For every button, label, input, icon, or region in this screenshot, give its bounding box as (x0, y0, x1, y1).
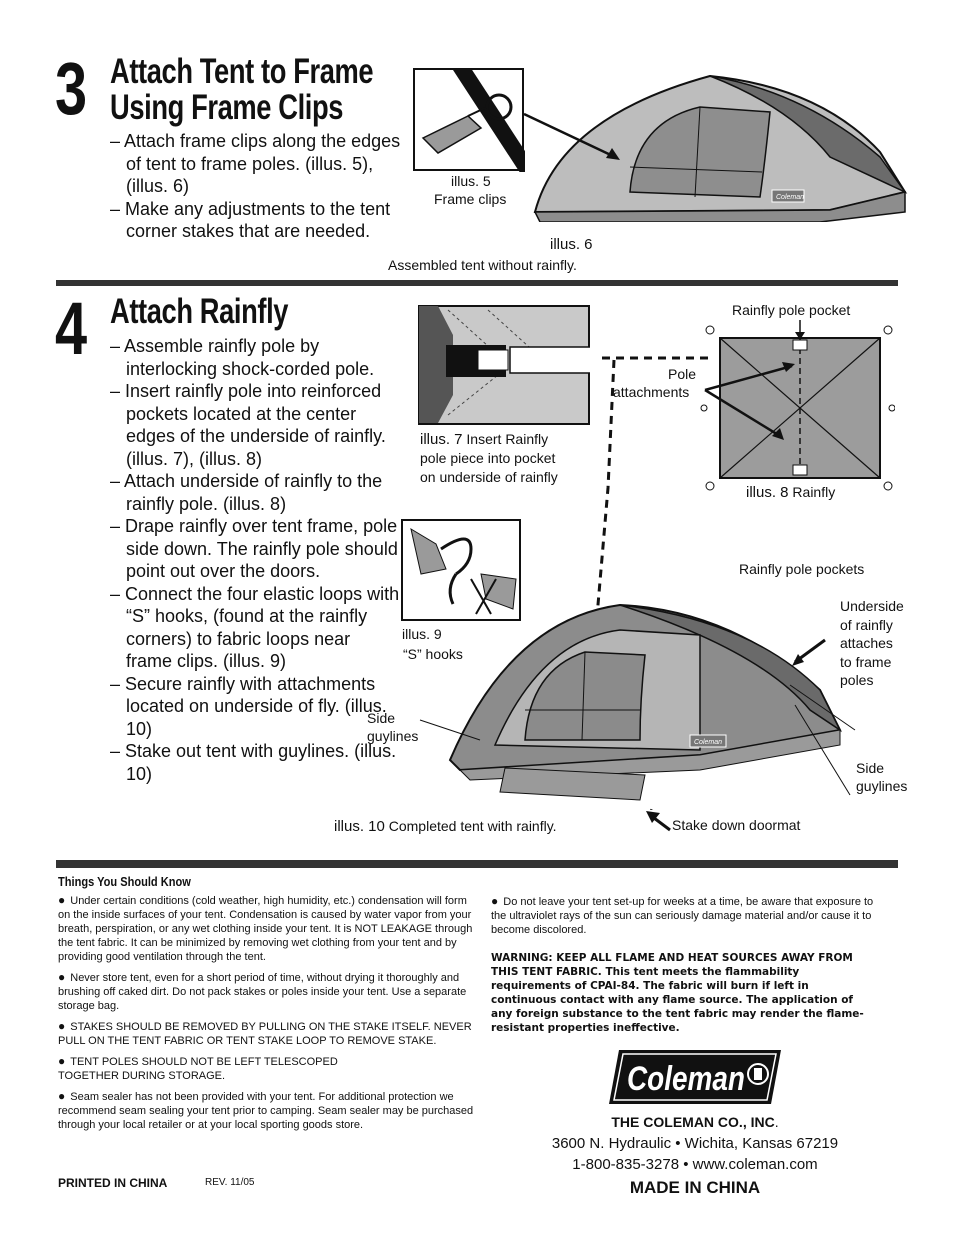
rainfly-pole-pocket-label: Rainfly pole pocket (732, 302, 851, 318)
underside-line: attaches (840, 635, 893, 651)
printed-in-china: PRINTED IN CHINA (58, 1176, 168, 1190)
side-guylines-right-label (856, 759, 907, 795)
tip-item: ● Seam sealer has not been provided with your tent. For additional protection we recommend seam sealing your tent prior to camping. Seam sealer may be purchased through your local retailer or at your local sporting goods store. (58, 1089, 478, 1132)
illus-10-completed-tent-drawing (400, 580, 860, 810)
illus-10-caption: Completed tent with rainfly. (388, 818, 557, 834)
illus-7-caption-1: Insert Rainfly (466, 431, 549, 447)
step-4-instructions (110, 335, 400, 785)
side-guylines-line: Side (367, 710, 396, 726)
step-4-number: 4 (55, 287, 86, 370)
side-guylines-left-label (367, 709, 418, 745)
step-3-title-line1: Attach Tent to Frame (110, 52, 374, 91)
step-4-item: – Assemble rainfly pole by interlocking shock-corded pole. (110, 336, 375, 379)
illus-7-label: illus. 7 (420, 431, 463, 448)
company-name-line (490, 1112, 900, 1133)
step-3-instructions (110, 130, 410, 243)
step-3-number: 3 (55, 47, 86, 130)
step-4-title: Attach Rainfly (110, 292, 289, 331)
illus-8-caption-block (746, 484, 835, 501)
pole-attachments-label-2: attachments (613, 384, 690, 400)
illus-9-caption: “S” hooks (403, 646, 463, 662)
doormat-arrow (640, 805, 675, 835)
underside-line: of rainfly (840, 616, 893, 633)
step-4-item: – Secure rainfly with attachments located on underside of fly. (illus. 10) (110, 673, 387, 739)
step-3-title-line2: Using Frame Clips (110, 88, 344, 127)
underside-line: to frame (840, 653, 892, 670)
illus-7-pole-pocket-drawing (418, 305, 590, 425)
illus-8-caption: Rainfly (792, 484, 836, 500)
side-guylines-line: Side (856, 760, 885, 776)
illus-7-caption-3: on underside of rainfly (420, 469, 558, 485)
illus-5-caption: Frame clips (434, 191, 507, 207)
pole-attachments-label-1: Pole (668, 366, 697, 382)
illus-10-caption-block (334, 818, 557, 835)
company-contact: 1-800-835-3278 • www.coleman.com (572, 1156, 818, 1173)
illus-10-label: illus. 10 (334, 818, 385, 835)
step-4-item: – Attach underside of rainfly to the rainfly pole. (illus. 8) (110, 471, 383, 514)
tips-right-bullet (491, 894, 891, 937)
company-name: THE COLEMAN CO., INC (611, 1114, 775, 1130)
illus-7-caption-block (420, 430, 558, 487)
section-divider-1 (56, 280, 898, 286)
coleman-logo-text: Coleman (627, 1060, 745, 1098)
illus-8-rainfly-drawing (700, 318, 895, 498)
flame-warning: WARNING: KEEP ALL FLAME AND HEAT SOURCES AWAY FROM THIS TENT FABRIC. This tent meets the flammability requirements of CPAI-84. The fabric will burn if left in continuous contact with any flame source. The application of any foreign substance to the tent fabric may render the flame-resistant properties ineffective. (491, 952, 864, 1034)
step-4-item: – Drape rainfly over tent frame, pole side down. The rainfly pole should point out over the doors. (110, 516, 398, 581)
company-address-block (490, 1112, 900, 1198)
section-divider-2 (56, 860, 898, 868)
underside-line: poles (840, 672, 874, 688)
illus-6-label: illus. 6 (550, 236, 593, 253)
side-guylines-line: guylines (856, 778, 908, 794)
company-name-dot: . (774, 1114, 779, 1130)
illus-9-label: illus. 9 (402, 626, 442, 642)
made-in-china: MADE IN CHINA (629, 1178, 761, 1197)
illus-5-label: illus. 5 (451, 173, 491, 189)
coleman-logo (605, 1046, 785, 1108)
step-4-item: – Stake out tent with guylines. (illus. 10) (110, 741, 397, 784)
illus-5-frame-clip-drawing (413, 68, 525, 172)
revision-date: REV. 11/05 (205, 1177, 255, 1188)
underside-line: Underside (840, 598, 904, 614)
illus-6-caption: Assembled tent without rainfly. (388, 257, 577, 273)
step-4-item: – Connect the four elastic loops with “S” hooks, (found at the rainfly corners) to fabric loops near frame clips. (illus. 9) (110, 583, 400, 671)
step-3-item: – Attach frame clips along the edges of tent to frame poles. (illus. 5), (illus. 6) (110, 131, 401, 196)
tent-brand-text: Coleman (776, 194, 805, 201)
step-3-item: – Make any adjustments to the tent corner stakes that are needed. (110, 198, 391, 241)
company-address: 3600 N. Hydraulic • Wichita, Kansas 67219 (551, 1135, 839, 1152)
step-4-item: – Insert rainfly pole into reinforced pockets located at the center edges of the underside of rainfly. (illus. 7), (illus. 8) (110, 381, 386, 469)
underside-rainfly-label (840, 597, 904, 690)
rainfly-pole-pockets-label: Rainfly pole pockets (739, 561, 865, 577)
tip-item: ● Under certain conditions (cold weather, high humidity, etc.) condensation will form on the inside surfaces of your tent. Condensation is caused by water vapor from your breath, perspiration, or any wet clothing inside your tent. It is NOT LEAKAGE through the tent fabric. It can be minimized by removing wet clothing from your tent and by providing good ventilation through the tent. (58, 893, 478, 964)
tent-brand-text: Coleman (694, 739, 723, 746)
tip-item: ● Do not leave your tent set-up for weeks at a time, be aware that exposure to the ultraviolet rays of the sun can seriously damage material and/or cause it to become discolored. (491, 894, 891, 937)
stake-doormat-label: Stake down doormat (672, 817, 801, 833)
tip-item: ● TENT POLES SHOULD NOT BE LEFT TELESCOPED TOGETHER DURING STORAGE. (58, 1054, 388, 1083)
illus-7-caption-2: pole piece into pocket (420, 450, 556, 466)
tip-item: ● Never store tent, even for a short period of time, without drying it thoroughly and brushing off caked dirt. Do not pack stakes or poles inside your tent. Use a separate storage bag. (58, 970, 478, 1013)
tips-left-column (58, 893, 478, 1132)
illus-8-label: illus. 8 (746, 484, 789, 501)
tips-title: Things You Should Know (58, 874, 191, 889)
tip-item: ● STAKES SHOULD BE REMOVED BY PULLING ON THE STAKE ITSELF. NEVER PULL ON THE TENT FABRIC OR TENT STAKE LOOP TO REMOVE STAKE. (58, 1019, 478, 1048)
side-guylines-line: guylines (367, 728, 419, 744)
